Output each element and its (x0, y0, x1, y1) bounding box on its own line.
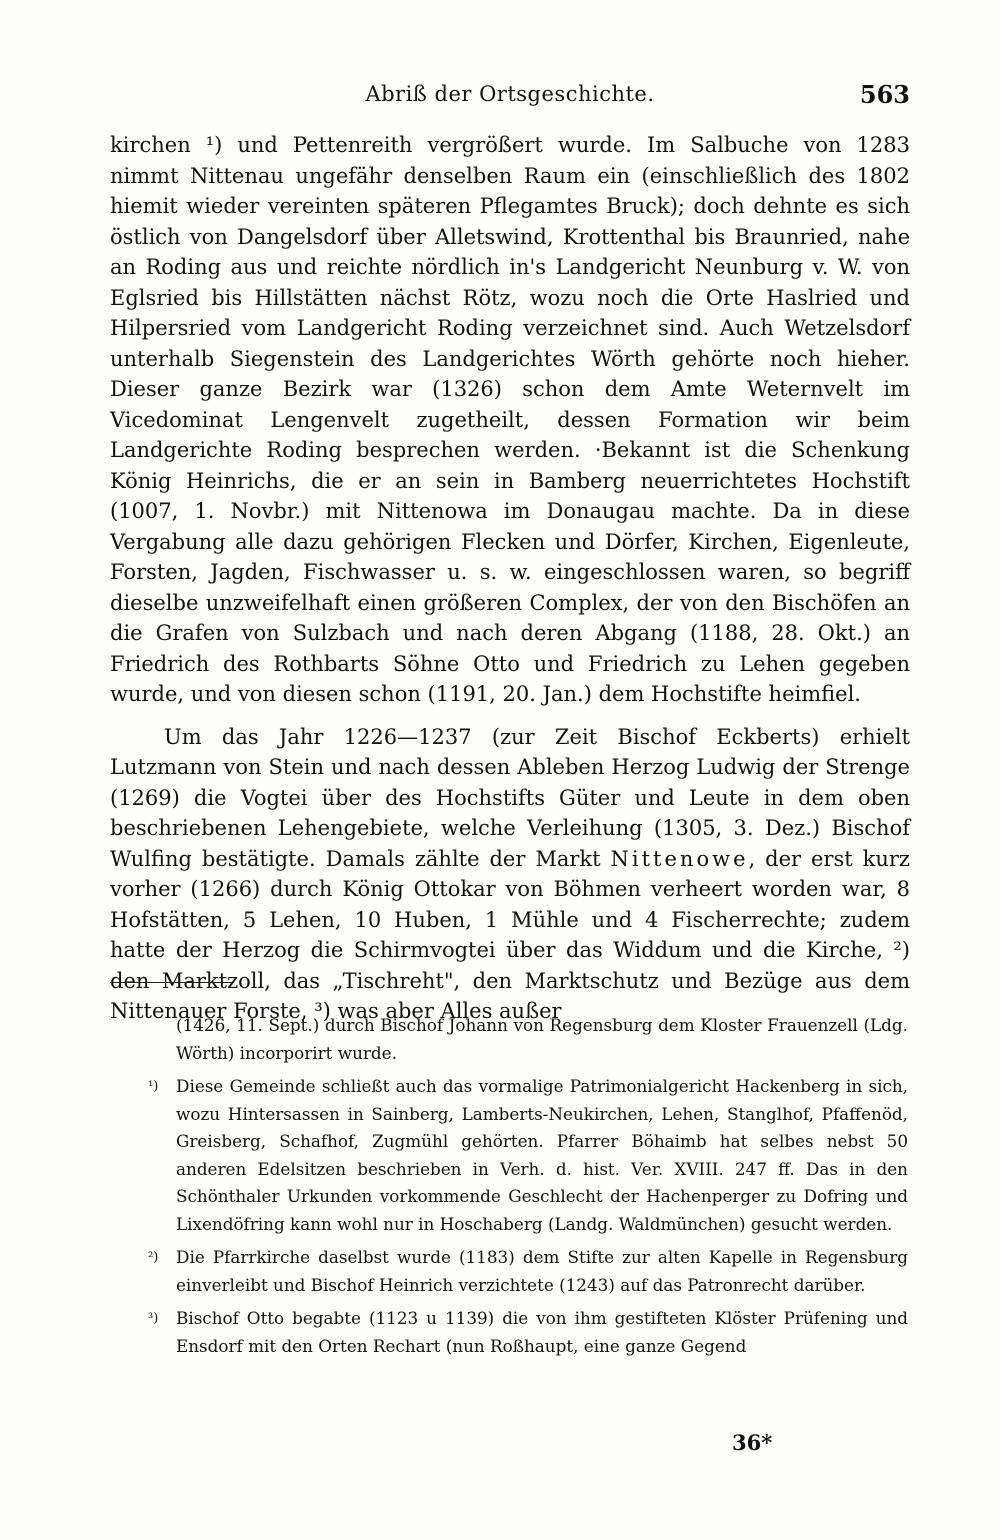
footnote-text: Die Pfarrkirche daselbst wurde (1183) dem Stifte zur alten Kapelle in Regensburg einverleibt und Bischof Heinrich verzichtete (1243) auf das Patronrecht darüber. (176, 1247, 908, 1295)
paragraph-text: , der erst kurz vorher (1266) durch König Ottokar von Böhmen verheert worden war, 8 Hofstätten, 5 Lehen, 10 Huben, 1 Mühle und 4 Fischerrechte; zudem hatte der Herzog die Schirmvogtei über das Widdum und die Kirche, ²) den Marktzoll, das „Tischreht", den Marktschutz und Bezüge aus dem Nittenauer Forste, ³) was aber Alles außer (110, 846, 910, 1023)
footnote-marker: ¹) (148, 1079, 159, 1094)
footnotes (148, 1012, 908, 1366)
footnote-marker: ³) (148, 1311, 159, 1326)
footnote-marker: ²) (148, 1250, 159, 1265)
spaced-word: Nittenowe (610, 846, 749, 871)
printer-signature: 36* (732, 1430, 773, 1455)
footnote-text: Bischof Otto begabte (1123 u 1139) die von ihm gestifteten Klöster Prüfening und Ensdorf mit den Orten Rechart (nun Roßhaupt, eine ganze Gegend (176, 1308, 908, 1356)
running-title: Abriß der Ortsgeschichte. (365, 82, 655, 106)
page-header (110, 82, 910, 118)
paragraph-text: Um das Jahr 1226—1237 (zur Zeit Bischof Eckberts) erhielt Lutzmann von Stein und nach dessen Ableben Herzog Ludwig der Strenge (1269) die Vogtei über des Hochstifts Güter und Leute in dem oben beschriebenen Lehengebiete, welche Verleihung (1305, 3. Dez.) Bischof Wulfing bestätigte. Damals zählte der Markt (110, 724, 910, 871)
footnote-1 (148, 1073, 908, 1238)
footnote-3 (148, 1305, 908, 1360)
footnote-text: Diese Gemeinde schließt auch das vormalige Patrimonialgericht Hackenberg in sich, wozu Hintersassen in Sainberg, Lamberts-Neukirchen, Lehen, Stanglhof, Pfaffenöd, Greisberg, Schafhof, Zugmühl gehörten. Pfarrer Böhaimb hat selbes nebst 50 anderen Edelsitzen beschrieben in Verh. d. hist. Ver. XVIII. 247 ff. Das in den Schönthaler Urkunden vorkommende Geschlecht der Hachenperger zu Dofring und Lixendöfring kann wohl nur in Hoschaberg (Landg. Waldmünchen) gesucht werden. (176, 1076, 908, 1234)
paragraph: kirchen ¹) und Pettenreith vergrößert wurde. Im Salbuche von 1283 nimmt Nittenau ungefähr denselben Raum ein (einschließlich des 1802 hiemit wieder vereinten späteren Pflegamtes Bruck); doch dehnte es sich östlich von Dangelsdorf über Alletswind, Krottenthal bis Braunried, nahe an Roding aus und reichte nördlich in's Landgericht Neunburg v. W. von Eglsried bis Hillstätten nächst Rötz, wozu noch die Orte Haslried und Hilpersried vom Landgericht Roding verzeichnet sind. Auch Wetzelsdorf unterhalb Siegenstein des Landgerichtes Wörth gehörte noch hieher. Dieser ganze Bezirk war (1326) schon dem Amte Weternvelt im Vicedominat Lengenvelt zugetheilt, dessen Formation wir beim Landgerichte Roding besprechen werden. ·Bekannt ist die Schenkung König Heinrichs, die er an sein in Bamberg neuerrichtetes Hochstift (1007, 1. Novbr.) mit Nittenowa im Donaugau machte. Da in diese Vergabung alle dazu gehörigen Flecken und Dörfer, Kirchen, Eigenleute, Forsten, Jagden, Fischwasser u. s. w. eingeschlossen waren, so begriff dieselbe unzweifelhaft einen größeren Complex, der von den Bischöfen an die Grafen von Sulzbach und nach deren Abgang (1188, 28. Okt.) an Friedrich des Rothbarts Söhne Otto und Friedrich zu Lehen gegeben wurde, und von diesen schon (1191, 20. Jan.) dem Hochstifte heimfiel. (110, 133, 910, 706)
footnote-2 (148, 1244, 908, 1299)
main-text (110, 130, 910, 1027)
footnote-rule (110, 982, 234, 983)
paragraph (110, 722, 910, 1027)
page-number: 563 (859, 80, 910, 109)
footnote-continuation: (1426, 11. Sept.) durch Bischof Johann von Regensburg dem Kloster Frauenzell (Ldg. Wörth) incorporirt wurde. (176, 1015, 908, 1063)
